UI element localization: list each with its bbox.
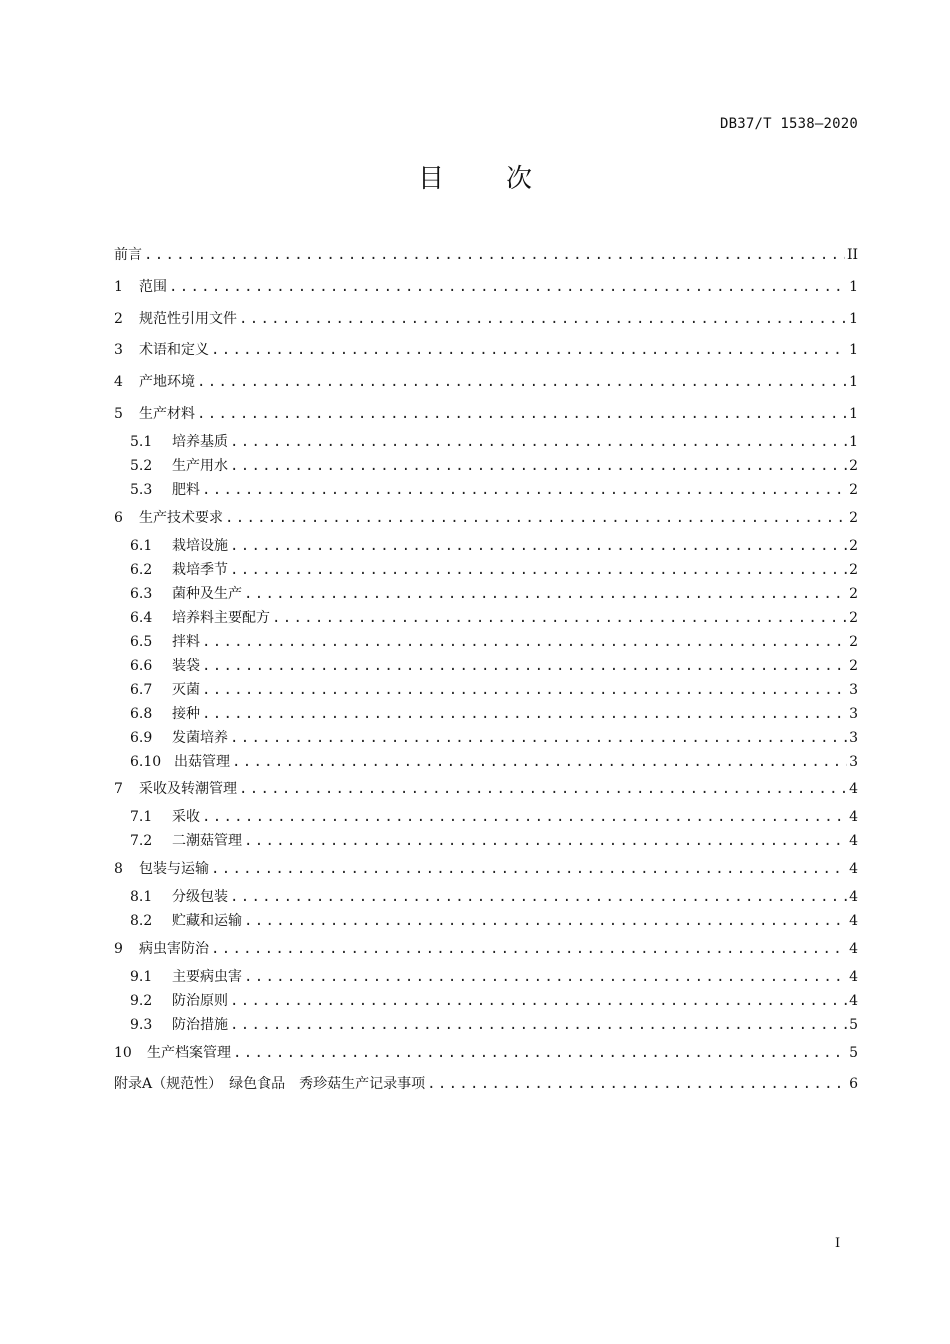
toc-page: 5: [849, 1045, 858, 1061]
toc-title: 目 次: [417, 164, 550, 194]
toc-number: 9.1: [130, 969, 153, 985]
toc-entry-6-1[interactable]: [130, 535, 858, 557]
toc-entry-6-2[interactable]: [130, 559, 858, 581]
toc-page: 4: [849, 993, 858, 1009]
leader-dots: [230, 990, 847, 1012]
toc-label: 包装与运输: [139, 861, 209, 877]
toc-number: 5: [114, 406, 123, 422]
toc-page: 3: [849, 682, 858, 698]
toc-label: 栽培设施: [172, 538, 228, 554]
toc-entry-5-2[interactable]: [130, 455, 858, 477]
toc-number: 8.2: [130, 913, 153, 929]
toc-number: 4: [114, 374, 123, 390]
leader-dots: [272, 607, 847, 629]
leader-dots: [230, 1014, 847, 1036]
toc-number: 6.6: [130, 658, 153, 674]
leader-dots: [244, 583, 847, 605]
toc-number: 5.3: [130, 482, 153, 498]
toc-page: 5: [849, 1017, 858, 1033]
toc-entry-6-10[interactable]: [130, 751, 858, 773]
toc-page: 4: [849, 809, 858, 825]
toc-page: 6: [849, 1076, 858, 1092]
toc-number: 8: [114, 861, 123, 877]
leader-dots: [244, 830, 847, 852]
leader-dots: [244, 910, 847, 932]
toc-entry-7-1[interactable]: [130, 806, 858, 828]
leader-dots: [244, 966, 847, 988]
toc-label: 病虫害防治: [139, 941, 209, 957]
toc-entry-6-9[interactable]: [130, 727, 858, 749]
toc-entry-6[interactable]: [114, 507, 858, 529]
toc-page: 4: [849, 941, 858, 957]
toc-label: 栽培季节: [172, 562, 228, 578]
leader-dots: [239, 778, 847, 800]
toc-number: 9.2: [130, 993, 153, 1009]
toc-entry-5-1[interactable]: [130, 431, 858, 453]
toc-number: 6.7: [130, 682, 153, 698]
toc-page: 4: [849, 913, 858, 929]
toc-label: 培养料主要配方: [172, 610, 270, 626]
toc-number: 7.2: [130, 833, 153, 849]
toc-page: 1: [849, 406, 858, 422]
toc-label: 主要病虫害: [172, 969, 242, 985]
toc-label: 拌料: [172, 634, 200, 650]
toc-entry-10[interactable]: [114, 1042, 858, 1064]
toc-entry-6-8[interactable]: [130, 703, 858, 725]
toc-page: 4: [849, 889, 858, 905]
toc-page: 2: [849, 538, 858, 554]
toc-label: 生产材料: [139, 406, 195, 422]
toc-label: 防治措施: [172, 1017, 228, 1033]
toc-page: 1: [849, 342, 858, 358]
toc-label: 二潮菇管理: [172, 833, 242, 849]
leader-dots: [233, 1042, 847, 1064]
leader-dots: [202, 631, 847, 653]
toc-entry-6-5[interactable]: [130, 631, 858, 653]
toc-number: 9.3: [130, 1017, 153, 1033]
leader-dots: [230, 535, 847, 557]
toc-page: 4: [849, 781, 858, 797]
toc-entry-7[interactable]: [114, 778, 858, 800]
toc-number: 5.1: [130, 434, 153, 450]
toc-number: 6.2: [130, 562, 153, 578]
leader-dots: [230, 886, 847, 908]
leader-dots: [427, 1073, 847, 1095]
leader-dots: [202, 479, 847, 501]
toc-page: 3: [849, 730, 858, 746]
toc-page: 2: [849, 658, 858, 674]
toc-page: 3: [849, 754, 858, 770]
toc-label: 前言: [114, 247, 142, 263]
leader-dots: [197, 403, 847, 425]
toc-label: 灭菌: [172, 682, 200, 698]
toc-entry-4[interactable]: [114, 371, 858, 393]
toc-number: 3: [114, 342, 123, 358]
toc-label: 发菌培养: [172, 730, 228, 746]
leader-dots: [230, 727, 847, 749]
toc-number: 7.1: [130, 809, 153, 825]
toc-page: 2: [849, 510, 858, 526]
toc-entry-9[interactable]: [114, 938, 858, 960]
toc-label: 生产技术要求: [139, 510, 223, 526]
toc-number: 7: [114, 781, 123, 797]
leader-dots: [230, 559, 847, 581]
toc-entry-5-3[interactable]: [130, 479, 858, 501]
toc-page: 1: [849, 311, 858, 327]
toc-number: 6.8: [130, 706, 153, 722]
toc-number: 6.1: [130, 538, 153, 554]
toc-label: 产地环境: [139, 374, 195, 390]
leader-dots: [202, 655, 847, 677]
toc-entry-8-1[interactable]: [130, 886, 858, 908]
toc-label: 菌种及生产: [172, 586, 242, 602]
toc-number: 6.4: [130, 610, 153, 626]
toc-entry-8-2[interactable]: [130, 910, 858, 932]
page-number: I: [835, 1236, 841, 1251]
toc-number: 8.1: [130, 889, 153, 905]
toc-page: 4: [849, 861, 858, 877]
toc-entry-6-3[interactable]: [130, 583, 858, 605]
toc-page: 2: [849, 610, 858, 626]
toc-label: 防治原则: [172, 993, 228, 1009]
toc-label: 规范性引用文件: [139, 311, 237, 327]
toc-page: II: [846, 247, 858, 263]
toc-entry-1[interactable]: [114, 276, 858, 298]
toc-number: 6.9: [130, 730, 153, 746]
toc-number: 1: [114, 279, 123, 295]
toc-number: 2: [114, 311, 123, 327]
toc-page: 1: [849, 434, 858, 450]
leader-dots: [230, 455, 847, 477]
leader-dots: [232, 751, 847, 773]
leader-dots: [197, 371, 847, 393]
toc-number: 5.2: [130, 458, 153, 474]
toc-label: 装袋: [172, 658, 200, 674]
toc-page: 4: [849, 833, 858, 849]
toc-entry-3[interactable]: [114, 339, 858, 361]
leader-dots: [202, 806, 847, 828]
toc-page: 1: [849, 279, 858, 295]
toc-entry-6-7[interactable]: [130, 679, 858, 701]
toc-entry-7-2[interactable]: [130, 830, 858, 852]
toc-page: 1: [849, 374, 858, 390]
toc-page: 2: [849, 458, 858, 474]
toc-label: 附录A（规范性） 绿色食品 秀珍菇生产记录事项: [114, 1076, 426, 1092]
toc-number: 6.5: [130, 634, 153, 650]
toc-label: 培养基质: [172, 434, 228, 450]
toc-entry-appendix-a[interactable]: [114, 1073, 858, 1095]
toc-number: 6.10: [130, 754, 162, 770]
toc-entry-9-1[interactable]: [130, 966, 858, 988]
toc-label: 接种: [172, 706, 200, 722]
toc-label: 肥料: [172, 482, 200, 498]
toc-label: 采收: [172, 809, 200, 825]
toc-label: 贮藏和运输: [172, 913, 242, 929]
toc-entry-6-4[interactable]: [130, 607, 858, 629]
leader-dots: [202, 703, 847, 725]
toc-label: 术语和定义: [139, 342, 209, 358]
leader-dots: [211, 858, 847, 880]
toc-label: 出菇管理: [174, 754, 230, 770]
toc-entry-5[interactable]: [114, 403, 858, 425]
leader-dots: [211, 938, 847, 960]
toc-number: 6.3: [130, 586, 153, 602]
toc-label: 生产用水: [172, 458, 228, 474]
toc-label: 范围: [139, 279, 167, 295]
leader-dots: [230, 431, 847, 453]
leader-dots: [239, 308, 847, 330]
leader-dots: [144, 244, 845, 266]
toc-page: 2: [849, 586, 858, 602]
toc-page: 4: [849, 969, 858, 985]
toc-page: 3: [849, 706, 858, 722]
toc-page: 2: [849, 482, 858, 498]
toc-number: 6: [114, 510, 123, 526]
toc-page: 2: [849, 562, 858, 578]
toc-entry-8[interactable]: [114, 858, 858, 880]
toc-entry-9-2[interactable]: [130, 990, 858, 1012]
toc-number: 9: [114, 941, 123, 957]
toc-entry-9-3[interactable]: [130, 1014, 858, 1036]
leader-dots: [169, 276, 847, 298]
toc-entry-2[interactable]: [114, 308, 858, 330]
toc-label: 采收及转潮管理: [139, 781, 237, 797]
toc-entry-preface[interactable]: [114, 244, 858, 266]
toc-label: 生产档案管理: [147, 1045, 231, 1061]
toc-entry-6-6[interactable]: [130, 655, 858, 677]
leader-dots: [225, 507, 847, 529]
toc-page: 2: [849, 634, 858, 650]
leader-dots: [202, 679, 847, 701]
document-code: DB37/T 1538—2020: [719, 116, 858, 132]
toc-number: 10: [114, 1045, 132, 1061]
toc-label: 分级包装: [172, 889, 228, 905]
leader-dots: [211, 339, 847, 361]
